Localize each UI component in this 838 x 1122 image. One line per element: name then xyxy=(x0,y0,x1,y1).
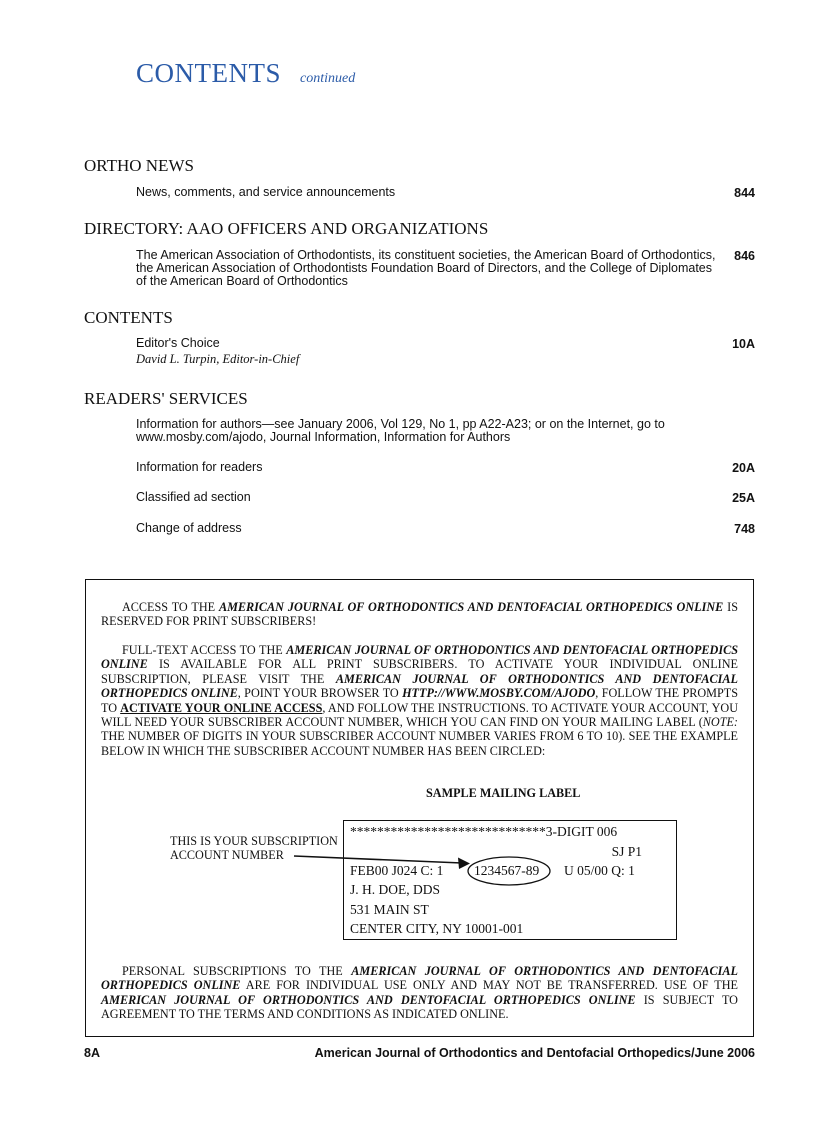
toc-entry[interactable]: Information for authors—see January 2006, Vol 129, No 1, pp A22-A23; or on the Internet, go to www.mosby.com/ajodo, Journal Information, Information for Authors xyxy=(136,417,665,444)
toc-entry[interactable]: Change of address xyxy=(136,521,242,535)
section-heading-contents: CONTENTS xyxy=(84,308,173,327)
footer-page-number: 8A xyxy=(84,1046,100,1060)
account-number-circle-icon xyxy=(466,855,552,887)
toc-entry[interactable]: Classified ad section xyxy=(136,490,251,504)
toc-byline: David L. Turpin, Editor-in-Chief xyxy=(136,352,300,366)
account-number: 1234567-89 xyxy=(474,863,540,878)
toc-entry[interactable]: Editor's Choice xyxy=(136,336,220,350)
label-line-4: J. H. DOE, DDS xyxy=(350,882,441,897)
toc-entry[interactable]: Information for readers xyxy=(136,460,263,474)
page-title: CONTENTS xyxy=(136,58,281,88)
notice-paragraph-access: ACCESS TO THE AMERICAN JOURNAL OF ORTHODONTICS AND DENTOFACIAL ORTHOPEDICS ONLINE IS RESERVED FOR PRINT SUBSCRIBERS! xyxy=(101,600,738,629)
label-line-6: CENTER CITY, NY 10001-001 xyxy=(350,921,524,936)
activate-online-access-link[interactable]: ACTIVATE YOUR ONLINE ACCESS xyxy=(120,700,323,715)
section-heading-directory: DIRECTORY: AAO OFFICERS AND ORGANIZATIONS xyxy=(84,219,489,238)
callout-line-1: THIS IS YOUR SUBSCRIPTION xyxy=(170,834,338,848)
section-heading-readers-services: READERS' SERVICES xyxy=(84,389,248,408)
label-line-5: 531 MAIN ST xyxy=(350,902,429,917)
label-line-1: *****************************3-DIGIT 006 xyxy=(350,824,618,839)
toc-entry[interactable]: News, comments, and service announcements xyxy=(136,185,396,199)
notice-paragraph-personal-use: PERSONAL SUBSCRIPTIONS TO THE AMERICAN JOURNAL OF ORTHODONTICS AND DENTOFACIAL ORTHOPEDICS ONLINE ARE FOR INDIVIDUAL USE ONLY AND MAY NOT BE TRANSFERRED. USE OF THE AMERICAN JOURNAL OF ORTHODONTICS AND DENTOFACIAL ORTHOPEDICS ONLINE IS SUBJECT TO AGREEMENT TO THE TERMS AND CONDITIONS AS INDICATED ONLINE. xyxy=(101,964,738,1022)
notice-paragraph-full-text: FULL-TEXT ACCESS TO THE AMERICAN JOURNAL OF ORTHODONTICS AND DENTOFACIAL ORTHOPEDICS ONLINE IS AVAILABLE FOR ALL PRINT SUBSCRIBERS. TO ACTIVATE YOUR INDIVIDUAL ONLINE SUBSCRIPTION, PLEASE VISIT THE AMERICAN JOURNAL OF ORTHODONTICS AND DENTOFACIAL ORTHOPEDICS ONLINE, POINT YOUR BROWSER TO HTTP://WWW.MOSBY.COM/AJODO, FOLLOW THE PROMPTS TO ACTIVATE YOUR ONLINE ACCESS, AND FOLLOW THE INSTRUCTIONS. TO ACTIVATE YOUR ACCOUNT, YOU WILL NEED YOUR SUBSCRIBER ACCOUNT NUMBER, WHICH YOU CAN FIND ON YOUR MAILING LABEL (NOTE: THE NUMBER OF DIGITS IN YOUR SUBSCRIBER ACCOUNT NUMBER VARIES FROM 6 TO 10). SEE THE EXAMPLE BELOW IN WHICH THE SUBSCRIBER ACCOUNT NUMBER HAS BEEN CIRCLED: xyxy=(101,643,739,758)
toc-page-number: 844 xyxy=(734,186,755,200)
journal-url-link[interactable]: HTTP://WWW.MOSBY.COM/AJODO xyxy=(402,686,596,701)
toc-page-number: 846 xyxy=(734,249,755,263)
sample-mailing-label-heading: SAMPLE MAILING LABEL xyxy=(426,786,581,800)
callout-line-2: ACCOUNT NUMBER xyxy=(170,848,284,862)
section-heading-ortho-news: ORTHO NEWS xyxy=(84,156,194,175)
toc-page-number: 20A xyxy=(732,461,755,475)
page-subtitle: continued xyxy=(300,71,356,86)
toc-entry[interactable]: The American Association of Orthodontists, its constituent societies, the American Board of Orthodontics, the American Association of Orthodontists Foundation Board of Directors, and the College of Diplomates of the American Board of Orthodontics xyxy=(136,248,716,288)
label-line-3-prefix: FEB00 J024 C: 1 xyxy=(350,863,444,878)
label-line-3-suffix: U 05/00 Q: 1 xyxy=(564,863,635,878)
toc-page-number: 25A xyxy=(732,491,755,505)
toc-page-number: 748 xyxy=(734,522,755,536)
footer-journal-title: American Journal of Orthodontics and Dentofacial Orthopedics/June 2006 xyxy=(314,1046,755,1060)
toc-page-number: 10A xyxy=(732,337,755,351)
label-line-2: SJ P1 xyxy=(611,844,642,859)
